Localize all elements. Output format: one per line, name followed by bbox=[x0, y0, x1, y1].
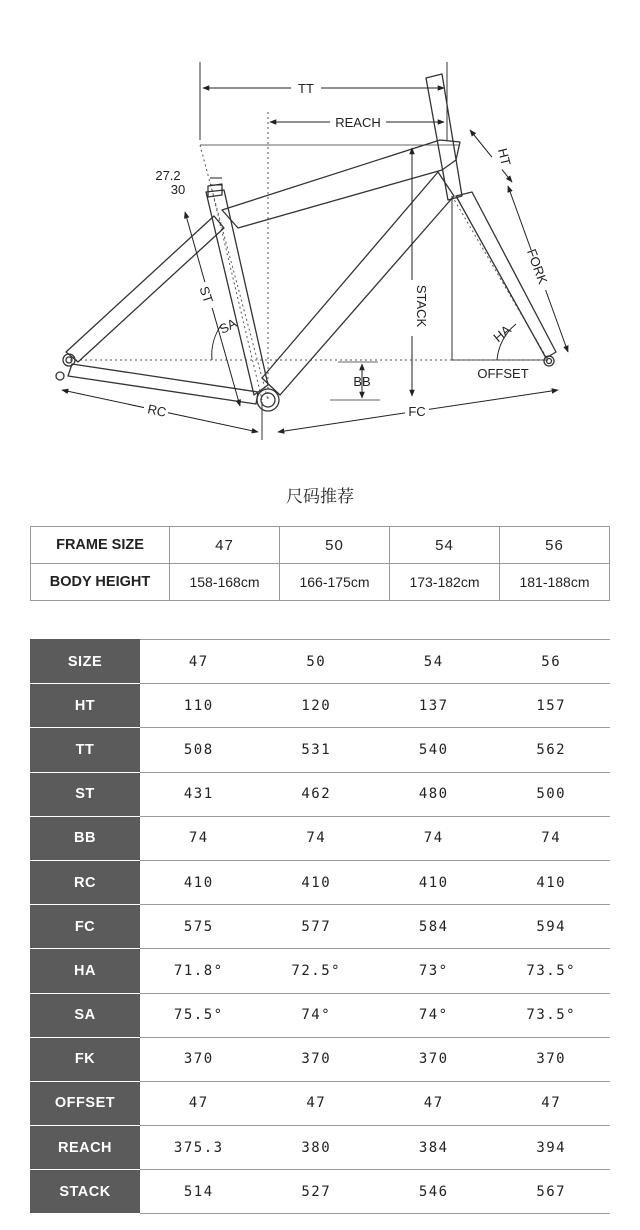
table-cell: 575 bbox=[140, 905, 257, 949]
row-header: REACH bbox=[30, 1126, 140, 1170]
table-cell: 110 bbox=[140, 684, 257, 728]
table-cell: 47 bbox=[375, 1081, 492, 1125]
table-cell: 73.5° bbox=[492, 949, 610, 993]
row-header: SA bbox=[30, 993, 140, 1037]
label-rc: RC bbox=[146, 401, 168, 420]
label-offset: OFFSET bbox=[477, 366, 529, 381]
table-cell: 514 bbox=[140, 1170, 257, 1214]
table-cell: 47 bbox=[140, 1081, 257, 1125]
table-row bbox=[30, 1081, 610, 1125]
table-cell: 50 bbox=[280, 527, 390, 564]
table-row bbox=[30, 993, 610, 1037]
table-cell: 74 bbox=[375, 816, 492, 860]
table-cell: 74° bbox=[375, 993, 492, 1037]
table-row bbox=[30, 1126, 610, 1170]
row-header: STACK bbox=[30, 1170, 140, 1214]
table-row bbox=[30, 772, 610, 816]
size-recommendation-title: 尺码推荐 bbox=[286, 487, 354, 507]
table-cell: 181-188cm bbox=[500, 564, 610, 601]
table-row bbox=[30, 949, 610, 993]
geometry-table bbox=[30, 639, 610, 1214]
table-cell: 74 bbox=[140, 816, 257, 860]
table-cell: 577 bbox=[258, 905, 375, 949]
table-row bbox=[30, 1170, 610, 1214]
table-cell: 410 bbox=[258, 860, 375, 904]
table-cell: 462 bbox=[258, 772, 375, 816]
dimension-labels bbox=[144, 80, 551, 420]
table-cell: 173-182cm bbox=[390, 564, 500, 601]
row-header: FC bbox=[30, 905, 140, 949]
table-row bbox=[31, 564, 610, 601]
row-header: HT bbox=[30, 684, 140, 728]
label-stack: STACK bbox=[414, 284, 429, 328]
table-cell: 527 bbox=[258, 1170, 375, 1214]
table-cell: 394 bbox=[492, 1126, 610, 1170]
table-cell: 567 bbox=[492, 1170, 610, 1214]
table-cell: 584 bbox=[375, 905, 492, 949]
label-fc: FC bbox=[408, 404, 426, 419]
table-cell: 500 bbox=[492, 772, 610, 816]
label-bb: BB bbox=[353, 374, 371, 389]
table-cell: 74 bbox=[492, 816, 610, 860]
table-cell: 166-175cm bbox=[280, 564, 390, 601]
table-cell: 47 bbox=[170, 527, 280, 564]
table-cell: 158-168cm bbox=[170, 564, 280, 601]
table-cell: 370 bbox=[375, 1037, 492, 1081]
guide-lines bbox=[70, 112, 548, 400]
table-cell: 56 bbox=[492, 640, 610, 684]
table-cell: 380 bbox=[258, 1126, 375, 1170]
label-reach: REACH bbox=[335, 115, 381, 130]
table-cell: 508 bbox=[140, 728, 257, 772]
table-cell: 410 bbox=[140, 860, 257, 904]
table-cell: 74 bbox=[258, 816, 375, 860]
row-header: BODY HEIGHT bbox=[31, 564, 170, 601]
table-cell: 72.5° bbox=[258, 949, 375, 993]
table-row bbox=[31, 527, 610, 564]
table-cell: 480 bbox=[375, 772, 492, 816]
label-ht: HT bbox=[494, 146, 514, 168]
table-cell: 54 bbox=[375, 640, 492, 684]
table-cell: 75.5° bbox=[140, 993, 257, 1037]
table-row bbox=[30, 640, 610, 684]
label-st: ST bbox=[196, 284, 216, 305]
table-cell: 56 bbox=[500, 527, 610, 564]
table-cell: 431 bbox=[140, 772, 257, 816]
table-cell: 50 bbox=[258, 640, 375, 684]
table-cell: 54 bbox=[390, 527, 500, 564]
table-row bbox=[30, 1037, 610, 1081]
table-cell: 47 bbox=[492, 1081, 610, 1125]
label-ha: HA bbox=[490, 322, 514, 346]
frame-geometry-diagram bbox=[0, 0, 640, 450]
table-cell: 546 bbox=[375, 1170, 492, 1214]
table-cell: 562 bbox=[492, 728, 610, 772]
row-header: HA bbox=[30, 949, 140, 993]
row-header: ST bbox=[30, 772, 140, 816]
table-cell: 157 bbox=[492, 684, 610, 728]
row-header: RC bbox=[30, 860, 140, 904]
table-cell: 410 bbox=[492, 860, 610, 904]
row-header: SIZE bbox=[30, 640, 140, 684]
table-row bbox=[30, 860, 610, 904]
table-row bbox=[30, 728, 610, 772]
label-tt: TT bbox=[298, 81, 314, 96]
table-cell: 47 bbox=[140, 640, 257, 684]
table-cell: 71.8° bbox=[140, 949, 257, 993]
row-header: TT bbox=[30, 728, 140, 772]
table-cell: 375.3 bbox=[140, 1126, 257, 1170]
table-cell: 47 bbox=[258, 1081, 375, 1125]
table-cell: 531 bbox=[258, 728, 375, 772]
row-header: FK bbox=[30, 1037, 140, 1081]
row-header: BB bbox=[30, 816, 140, 860]
table-cell: 370 bbox=[492, 1037, 610, 1081]
table-row bbox=[30, 684, 610, 728]
size-recommendation-table bbox=[30, 526, 610, 601]
table-cell: 137 bbox=[375, 684, 492, 728]
label-sa: SA bbox=[216, 315, 240, 337]
table-cell: 120 bbox=[258, 684, 375, 728]
label-seatpost-dia-1: 27.2 bbox=[155, 168, 181, 183]
row-header: OFFSET bbox=[30, 1081, 140, 1125]
row-header: FRAME SIZE bbox=[31, 527, 170, 564]
table-cell: 74° bbox=[258, 993, 375, 1037]
table-cell: 594 bbox=[492, 905, 610, 949]
label-fork: FORK bbox=[524, 246, 551, 286]
table-cell: 540 bbox=[375, 728, 492, 772]
table-cell: 370 bbox=[140, 1037, 257, 1081]
table-cell: 73.5° bbox=[492, 993, 610, 1037]
table-cell: 410 bbox=[375, 860, 492, 904]
label-seatpost-dia-2: 30 bbox=[170, 182, 186, 197]
table-cell: 384 bbox=[375, 1126, 492, 1170]
table-row bbox=[30, 816, 610, 860]
table-cell: 370 bbox=[258, 1037, 375, 1081]
table-row bbox=[30, 905, 610, 949]
table-cell: 73° bbox=[375, 949, 492, 993]
